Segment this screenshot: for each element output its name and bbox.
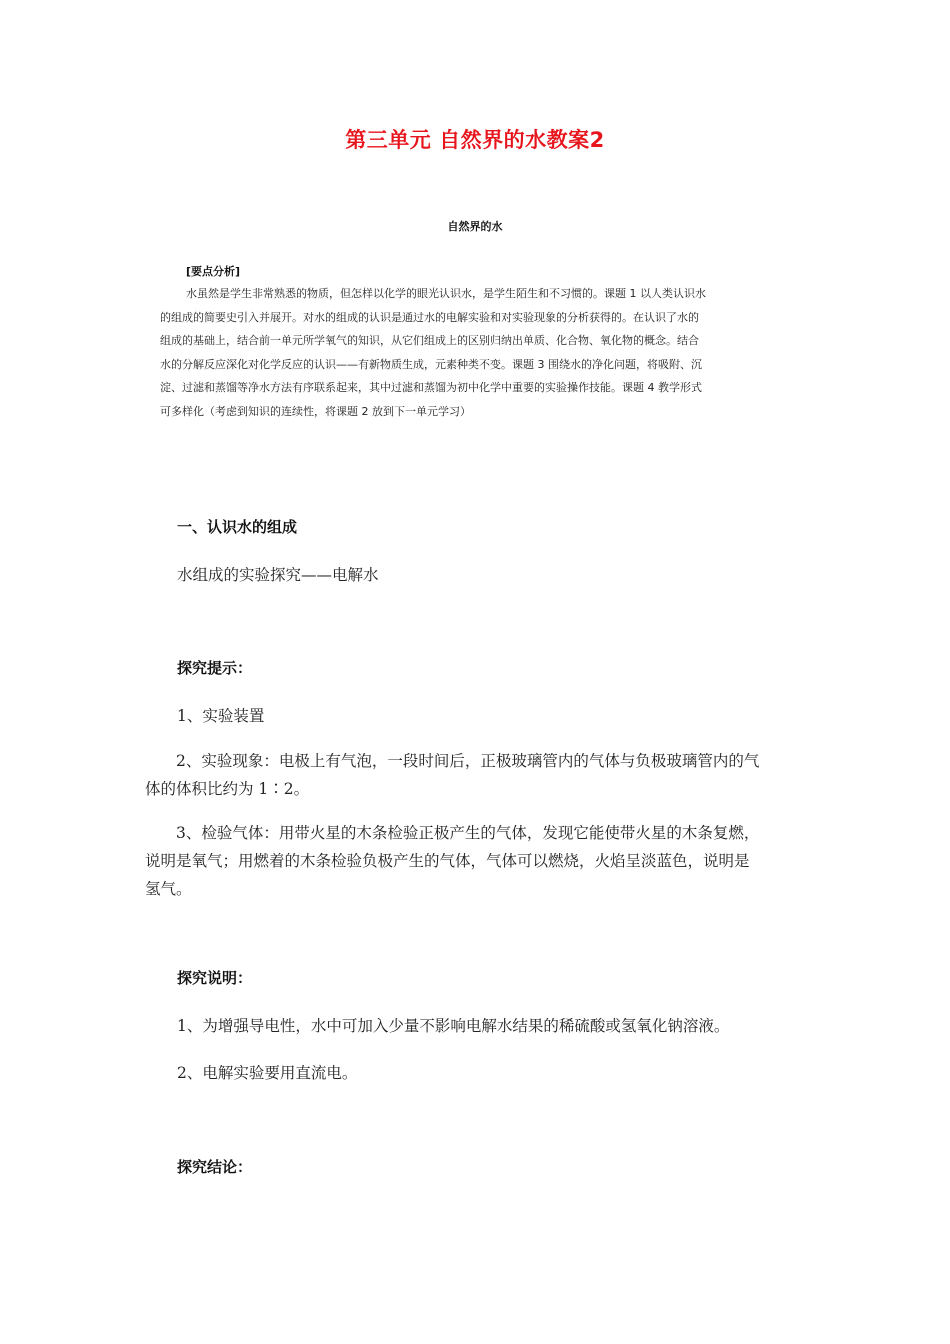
hint-item-phenomenon xyxy=(145,747,810,803)
hint-item-gas-test xyxy=(145,819,810,903)
hint-line: 体的体积比约为 1∶2。 xyxy=(145,780,310,798)
hint-line: 2、实验现象：电极上有气泡，一段时间后，正极玻璃管内的气体与负极玻璃管内的气 xyxy=(176,752,760,770)
page-title: 第三单元 自然界的水教案2 xyxy=(345,128,605,152)
section-heading-water-composition: 一、认识水的组成 xyxy=(177,518,298,536)
note-item-direct-current: 2、电解实验要用直流电。 xyxy=(177,1064,358,1082)
key-points-line: 可多样化（考虑到知识的连续性，将课题 2 放到下一单元学习） xyxy=(160,404,471,418)
section-subtitle: 自然界的水 xyxy=(447,220,503,233)
hint-line: 氢气。 xyxy=(145,880,192,898)
note-item-conductivity: 1、为增强导电性，水中可加入少量不影响电解水结果的稀硫酸或氢氧化钠溶液。 xyxy=(177,1017,730,1035)
key-points-line: 组成的基础上，结合前一单元所学氧气的知识，从它们组成上的区别归纳出单质、化合物、氧化物的概念。结合 xyxy=(160,334,699,347)
key-points-line: 水的分解反应深化对化学反应的认识——有新物质生成，元素种类不变。课题 3 围绕水的净化问题，将吸附、沉 xyxy=(160,357,702,371)
notes-heading: 探究说明： xyxy=(177,969,253,987)
key-points-line: 水虽然是学生非常熟悉的物质，但怎样以化学的眼光认识水，是学生陌生和不习惯的。课题 1 以人类认识水 xyxy=(186,287,706,300)
hint-line: 说明是氧气；用燃着的木条检验负极产生的气体，气体可以燃烧，火焰呈淡蓝色，说明是 xyxy=(145,852,750,870)
key-points-paragraph xyxy=(160,282,785,423)
hints-heading: 探究提示： xyxy=(177,659,253,677)
key-points-label: [要点分析] xyxy=(186,265,241,278)
conclusion-heading: 探究结论： xyxy=(177,1158,253,1176)
key-points-line: 的组成的简要史引入并展开。对水的组成的认识是通过水的电解实验和对实验现象的分析获得的。在认识了水的 xyxy=(160,310,699,324)
key-points-line: 淀、过滤和蒸馏等净水方法有序联系起来，其中过滤和蒸馏为初中化学中重要的实验操作技能。课题 4 教学形式 xyxy=(160,381,702,394)
hint-line: 3、检验气体：用带火星的木条检验正极产生的气体，发现它能使带火星的木条复燃， xyxy=(176,824,760,842)
experiment-subheading: 水组成的实验探究——电解水 xyxy=(177,566,379,584)
hint-item-apparatus: 1、实验装置 xyxy=(177,707,265,725)
